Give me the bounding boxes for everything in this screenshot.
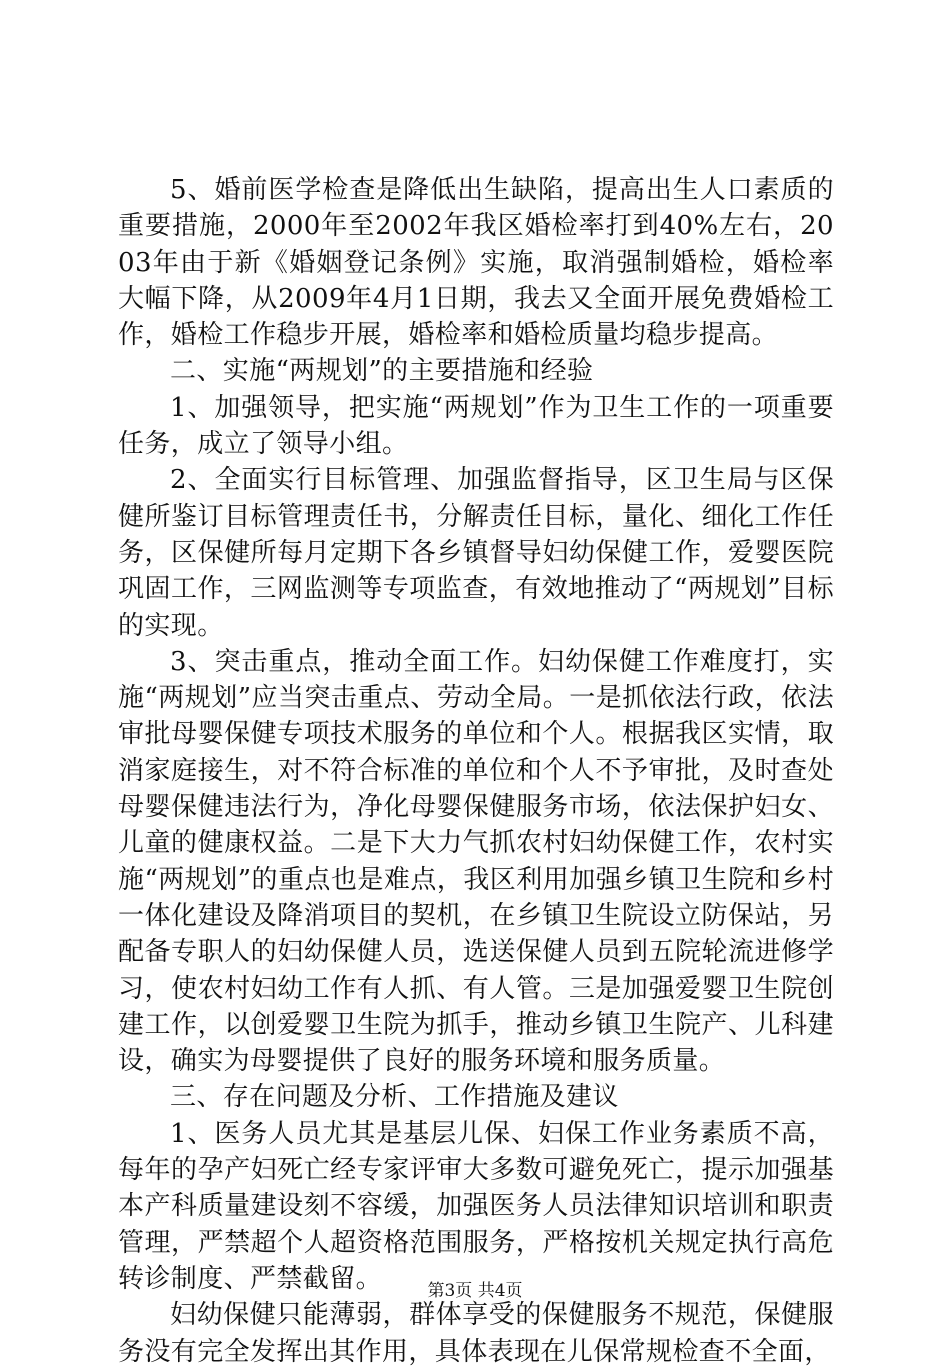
paragraph-leadership: 1、加强领导，把实施“两规划”作为卫生工作的一项重要任务，成立了领导小组。 bbox=[118, 392, 834, 460]
paragraph-key-points: 3、突击重点，推动全面工作。妇幼保健工作难度打，实施“两规划”应当突击重点、劳动全局。一是抓依法行政，依法审批母婴保健专项技术服务的单位和个人。根据我区实情，取消家庭接生，对不符合标准的单位和个人不予审批，及时查处母婴保健违法行为，净化母婴保健服务市场，依法保护妇女、儿童的健康权益。二是下大力气抓农村妇幼保健工作，农村实施“两规划”的重点也是难点，我区利用加强乡镇卫生院和乡村一体化建设及降消项目的契机，在乡镇卫生院设立防保站，另配备专职人的妇幼保健人员，选送保健人员到五院轮流进修学习，使农村妇幼工作有人抓、有人管。三是加强爱婴卫生院创建工作，以创爱婴卫生院为抓手，推动乡镇卫生院产、儿科建设，确实为母婴提供了良好的服务环境和服务质量。 bbox=[118, 646, 834, 1077]
paragraph-target-management: 2、全面实行目标管理、加强监督指导，区卫生局与区保健所鉴订目标管理责任书，分解责任目标，量化、细化工作任务，区保健所每月定期下各乡镇督导妇幼保健工作，爱婴医院巩固工作，三网监测等专项监查，有效地推动了“两规划”目标的实现。 bbox=[118, 465, 834, 641]
paragraph-premarital-exam: 5、婚前医学检查是降低出生缺陷，提高出生人口素质的重要措施，2000年至2002年我区婚检率打到40%左右，2003年由于新《婚姻登记条例》实施，取消强制婚检，婚检率大幅下降，从2009年4月1日期，我去又全面开展免费婚检工作，婚检工作稳步开展，婚检率和婚检质量均稳步提高。 bbox=[118, 175, 834, 351]
section-heading-problems: 三、存在问题及分析、工作措施及建议 bbox=[170, 1082, 619, 1113]
paragraph-medical-staff: 1、医务人员尤其是基层儿保、妇保工作业务素质不高，每年的孕产妇死亡经专家评审大多数可避免死亡，提示加强基本产科质量建设刻不容缓，加强医务人员法律知识培训和职责管理，严禁超个人超资格范围服务，严格按机关规定执行高危转诊制度、严禁截留。 bbox=[118, 1118, 834, 1294]
paragraph-maternal-child-health: 妇幼保健只能薄弱，群体享受的保健服务不规范，保健服务没有完全发挥出其作用，具体表现在儿保常规检查不全面， bbox=[118, 1300, 834, 1367]
page-number-footer: 第3页 共4页 bbox=[427, 1281, 523, 1301]
section-heading-measures: 二、实施“两规划”的主要措施和经验 bbox=[170, 356, 594, 387]
document-body bbox=[118, 172, 834, 1370]
